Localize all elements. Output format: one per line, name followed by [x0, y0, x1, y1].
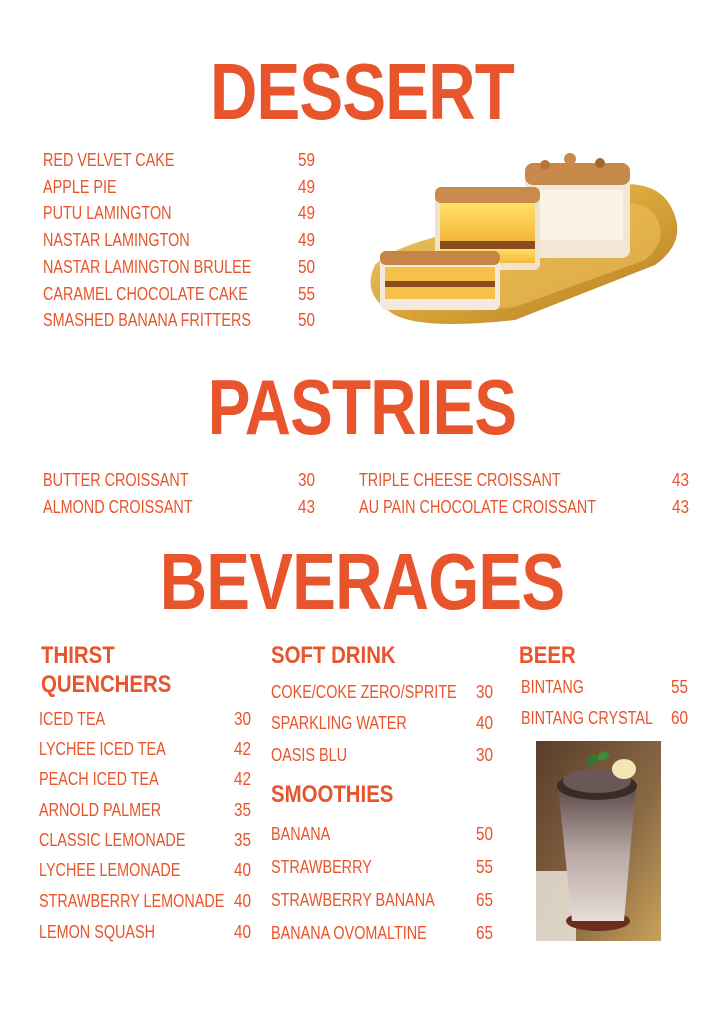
list-item: [43, 309, 333, 331]
item-name: STRAWBERRY: [271, 857, 372, 877]
item-price: 43: [672, 497, 690, 517]
item-name: STRAWBERRY BANANA: [271, 890, 435, 910]
item-name: STRAWBERRY LEMONADE: [39, 891, 225, 911]
soft-drink-heading: SOFT DRINK: [271, 642, 396, 669]
item-price: 30: [234, 709, 252, 729]
item-name: BINTANG CRYSTAL: [521, 708, 654, 728]
item-price: 59: [298, 150, 316, 170]
item-name: CLASSIC LEMONADE: [39, 830, 186, 850]
item-price: 42: [234, 739, 252, 759]
item-name: PEACH ICED TEA: [39, 769, 159, 789]
list-item: [39, 708, 259, 730]
item-price: 50: [298, 257, 316, 277]
item-name: LYCHEE ICED TEA: [39, 739, 166, 759]
thirst-quenchers-heading-line2: QUENCHERS: [41, 671, 172, 698]
list-item: [43, 283, 333, 305]
list-item: [43, 469, 333, 491]
item-name: BANANA: [271, 824, 331, 844]
dessert-heading: DESSERT: [209, 47, 515, 136]
list-item: [39, 738, 259, 760]
item-price: 50: [298, 310, 316, 330]
list-item: [521, 707, 696, 729]
item-price: 40: [234, 860, 252, 880]
item-name: APPLE PIE: [43, 177, 117, 197]
list-item: [43, 176, 333, 198]
item-name: CARAMEL CHOCOLATE CAKE: [43, 284, 248, 304]
item-price: 65: [476, 923, 494, 943]
item-name: BINTANG: [521, 677, 584, 697]
item-price: 49: [298, 177, 316, 197]
item-price: 35: [234, 830, 252, 850]
list-item: [271, 712, 501, 734]
list-item: [359, 469, 699, 491]
list-item: [39, 890, 259, 912]
item-price: 43: [672, 470, 690, 490]
thirst-quenchers-heading-line1: THIRST: [41, 642, 115, 669]
list-item: [521, 676, 696, 698]
item-price: 42: [234, 769, 252, 789]
item-price: 30: [476, 745, 494, 765]
list-item: [39, 829, 259, 851]
item-price: 49: [298, 230, 316, 250]
item-name: COKE/COKE ZERO/SPRITE: [271, 682, 457, 702]
item-name: RED VELVET CAKE: [43, 150, 175, 170]
list-item: [39, 859, 259, 881]
list-item: [271, 823, 501, 845]
item-name: SPARKLING WATER: [271, 713, 407, 733]
list-item: [271, 889, 501, 911]
item-price: 60: [671, 708, 689, 728]
item-price: 35: [234, 800, 252, 820]
smoothies-heading: SMOOTHIES: [271, 781, 394, 808]
list-item: [39, 768, 259, 790]
item-name: NASTAR LAMINGTON: [43, 230, 190, 250]
list-item: [359, 496, 699, 518]
item-price: 30: [476, 682, 494, 702]
list-item: [43, 496, 333, 518]
list-item: [43, 256, 333, 278]
list-item: [271, 744, 501, 766]
item-price: 55: [476, 857, 494, 877]
item-name: LYCHEE LEMONADE: [39, 860, 181, 880]
item-name: SMASHED BANANA FRITTERS: [43, 310, 252, 330]
list-item: [271, 922, 501, 944]
item-price: 50: [476, 824, 494, 844]
item-name: NASTAR LAMINGTON BRULEE: [43, 257, 252, 277]
item-name: ARNOLD PALMER: [39, 800, 162, 820]
item-name: LEMON SQUASH: [39, 922, 156, 942]
item-name: AU PAIN CHOCOLATE CROISSANT: [359, 497, 597, 517]
dessert-photo: [355, 145, 685, 330]
item-name: TRIPLE CHEESE CROISSANT: [359, 470, 561, 490]
item-price: 40: [234, 922, 252, 942]
item-name: ICED TEA: [39, 709, 106, 729]
item-price: 43: [298, 497, 316, 517]
item-name: ALMOND CROISSANT: [43, 497, 193, 517]
list-item: [43, 149, 333, 171]
list-item: [271, 856, 501, 878]
list-item: [43, 229, 333, 251]
item-name: BANANA OVOMALTINE: [271, 923, 427, 943]
item-name: PUTU LAMINGTON: [43, 203, 172, 223]
pastries-heading: PASTRIES: [207, 363, 517, 451]
item-name: BUTTER CROISSANT: [43, 470, 189, 490]
item-name: OASIS BLU: [271, 745, 348, 765]
item-price: 30: [298, 470, 316, 490]
item-price: 55: [298, 284, 316, 304]
item-price: 40: [476, 713, 494, 733]
list-item: [271, 681, 501, 703]
item-price: 49: [298, 203, 316, 223]
beverage-photo: [536, 741, 661, 941]
item-price: 55: [671, 677, 689, 697]
item-price: 40: [234, 891, 252, 911]
beer-heading: BEER: [519, 642, 576, 669]
list-item: [43, 202, 333, 224]
list-item: [39, 921, 259, 943]
list-item: [39, 799, 259, 821]
beverages-heading: BEVERAGES: [159, 537, 565, 626]
item-price: 65: [476, 890, 494, 910]
